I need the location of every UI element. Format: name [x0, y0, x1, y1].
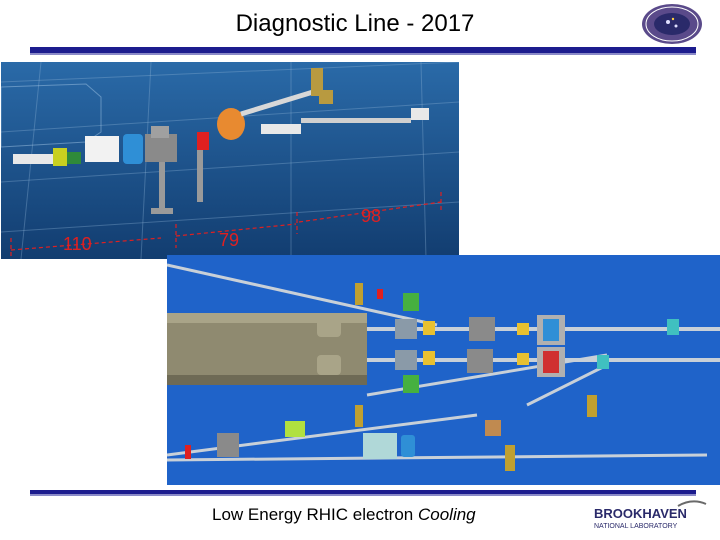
title-divider [30, 47, 696, 53]
dimension-label-98: 98 [361, 206, 382, 226]
office-of-nuclear-physics-seal [640, 2, 704, 46]
slide-title: Diagnostic Line - 2017 [235, 10, 475, 37]
cad-perspective-view [1, 62, 459, 259]
footer-divider [30, 490, 696, 494]
dimension-label-110: 110 [63, 234, 92, 254]
dimension-label-79: 79 [219, 230, 240, 250]
brookhaven-logo [592, 498, 720, 534]
brookhaven-wordmark: BROOKHAVEN [594, 506, 687, 521]
footer-italic-text: Cooling [417, 505, 476, 524]
cad-plan-view [167, 255, 720, 485]
footer-text: Low Energy RHIC electron [212, 505, 418, 524]
slide-footer [212, 505, 476, 525]
national-laboratory-wordmark: NATIONAL LABORATORY [594, 523, 678, 530]
